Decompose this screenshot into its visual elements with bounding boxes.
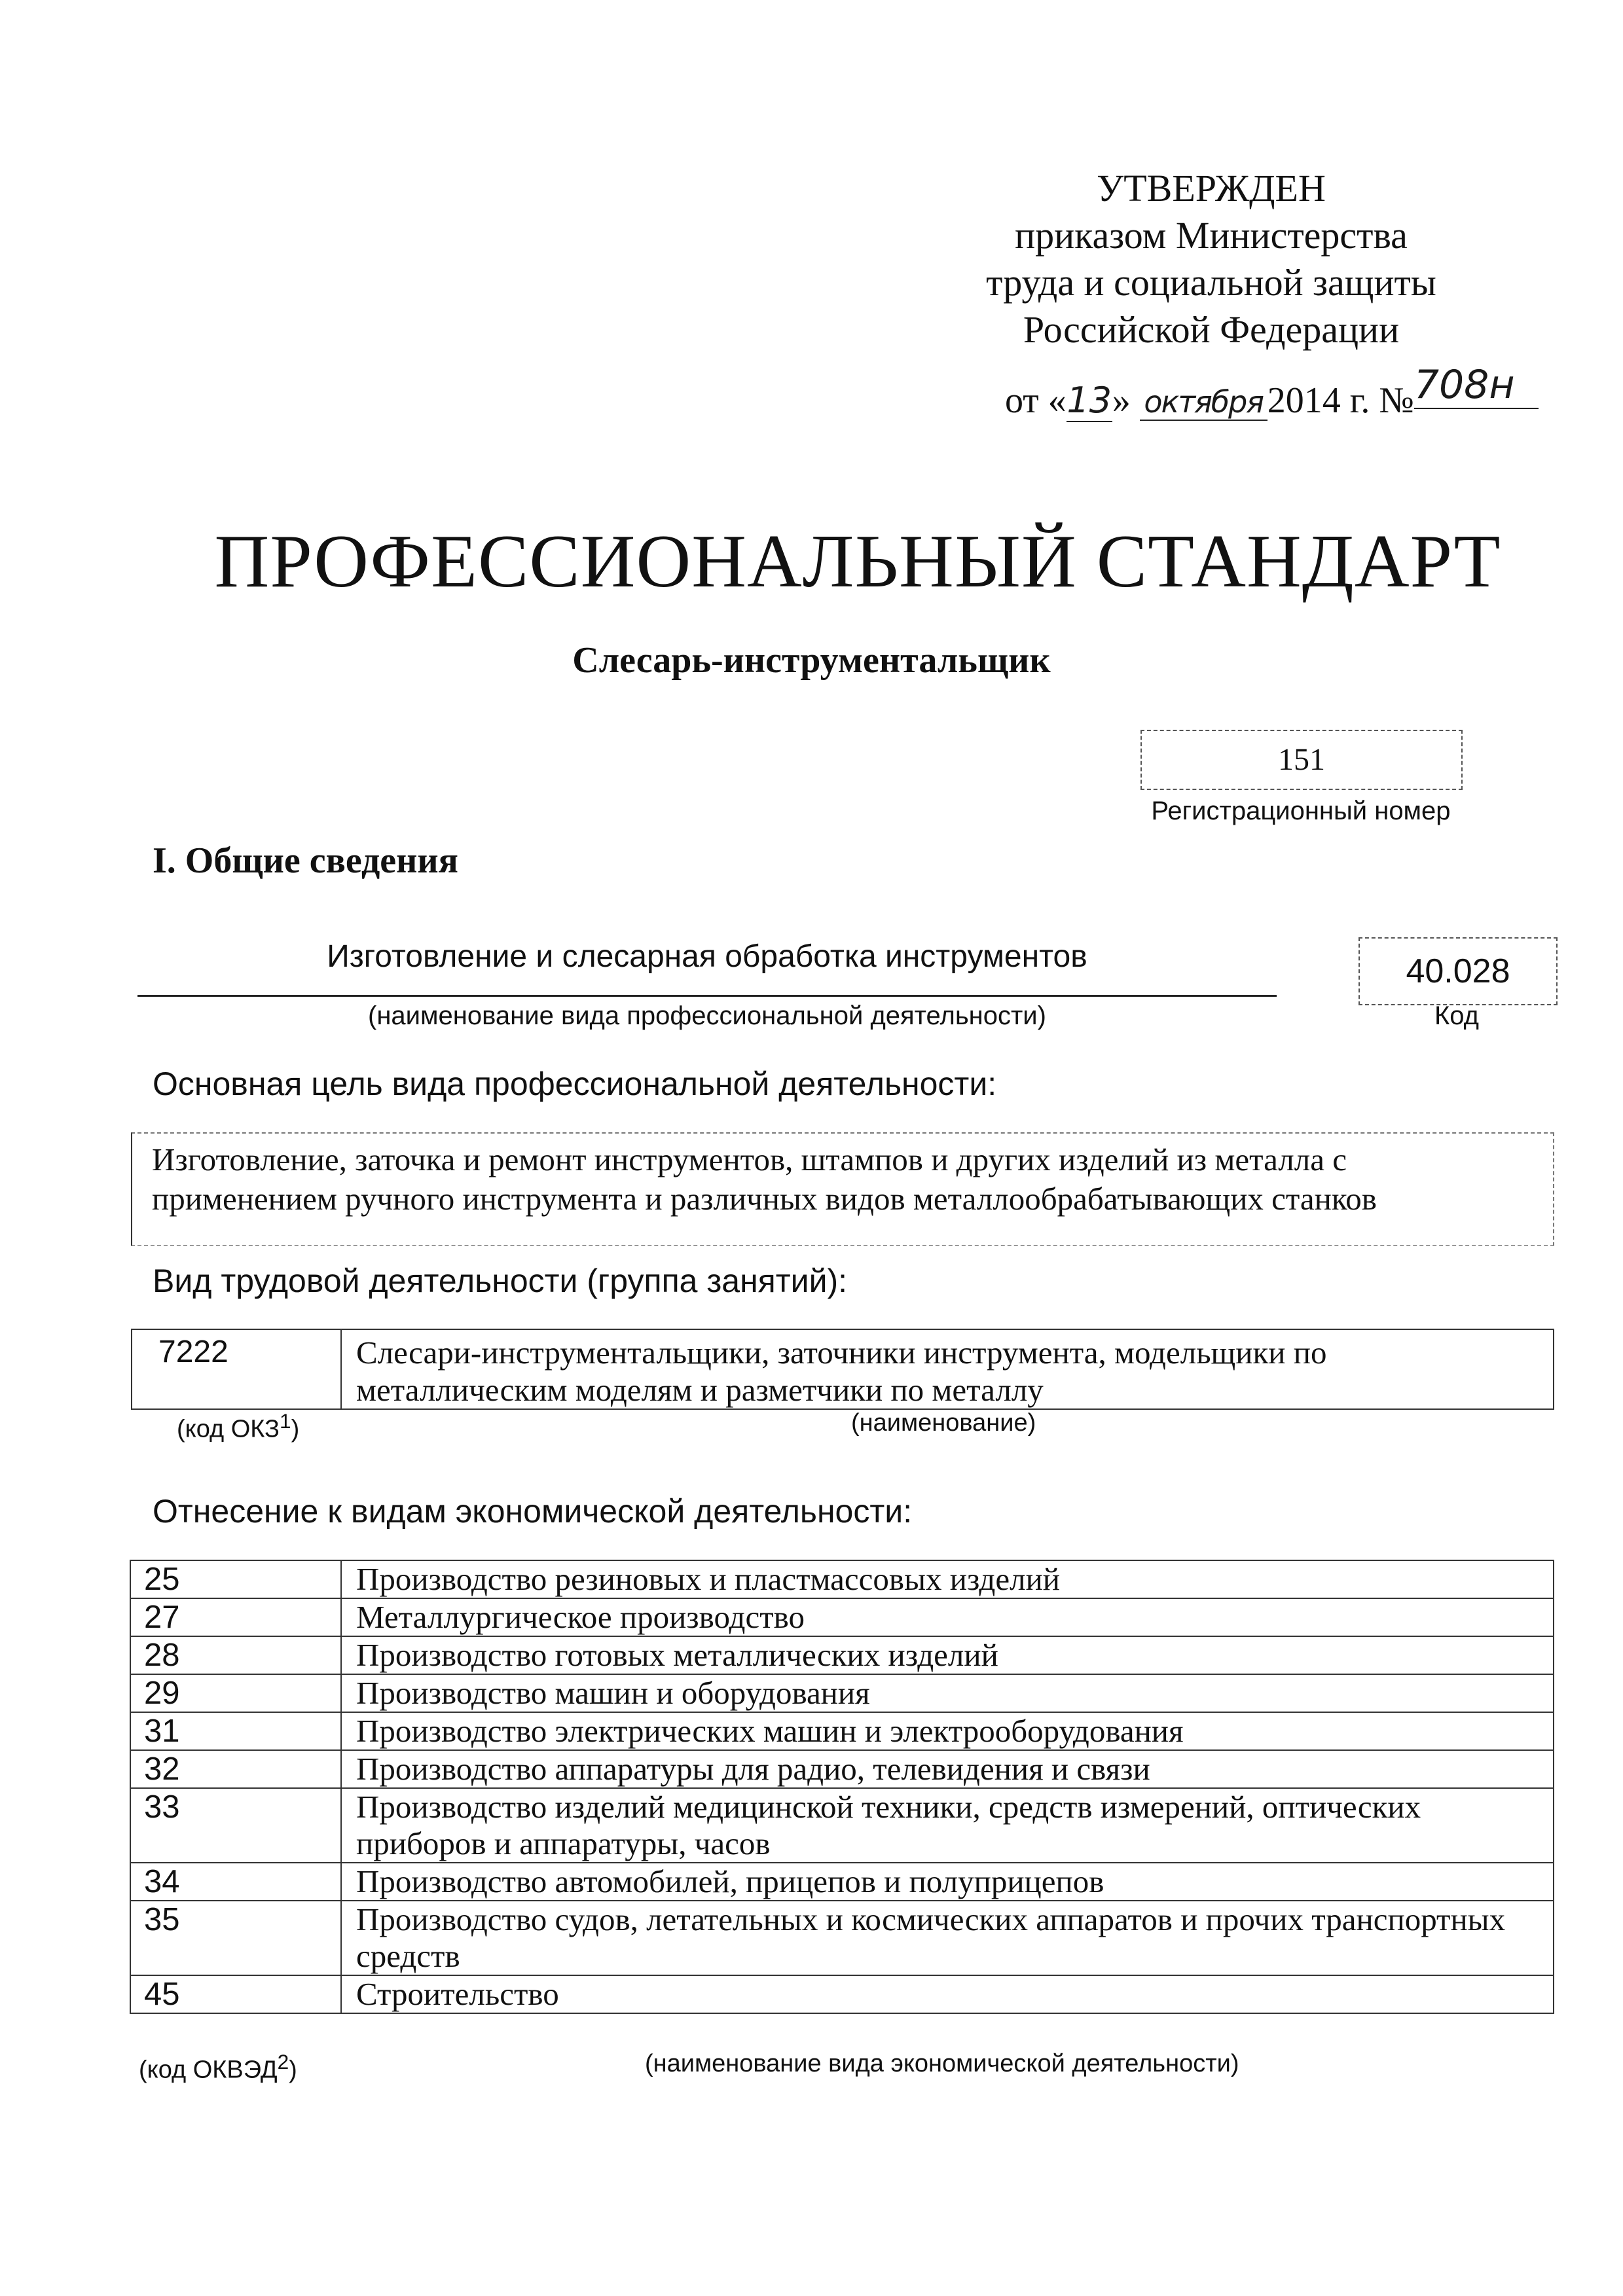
approval-block: [917, 165, 1506, 353]
section-heading: I. Общие сведения: [153, 840, 458, 881]
footnote-ref: 1: [279, 1409, 291, 1433]
approval-line: труда и социальной защиты: [986, 261, 1436, 304]
activity-name: Изготовление и слесарная обработка инструментов: [327, 939, 1087, 974]
handwritten-order-number: 708н: [1414, 362, 1539, 409]
table-row: [130, 1712, 1554, 1750]
okved-caption-end: ): [289, 2056, 297, 2084]
document-title: ПРОФЕССИОНАЛЬНЫЙ СТАНДАРТ: [214, 520, 1501, 603]
table-row: [130, 1750, 1554, 1788]
registration-number-label: Регистрационный номер: [1151, 797, 1451, 825]
okved-code: 31: [130, 1712, 341, 1750]
okved-name: Производство резиновых и пластмассовых изделий: [341, 1560, 1554, 1598]
okved-name: Производство изделий медицинской техники, средств измерений, оптических приборов и аппаратуры, часов: [341, 1788, 1554, 1863]
table-row: [130, 1674, 1554, 1712]
footnote-ref: 2: [277, 2050, 289, 2073]
okved-code: 28: [130, 1636, 341, 1674]
occupation-name-line: Слесари-инструментальщики, заточники инструмента, модельщики по: [356, 1335, 1327, 1371]
activity-code-label: Код: [1434, 1001, 1479, 1030]
date-quote: »: [1112, 380, 1131, 421]
occupation-group-box: [131, 1329, 1554, 1410]
approval-line: УТВЕРЖДЕН: [1097, 167, 1326, 209]
okved-code: 45: [130, 1975, 341, 2013]
goal-label: Основная цель вида профессиональной деятельности:: [153, 1066, 997, 1102]
okved-code: 25: [130, 1560, 341, 1598]
table-row: [130, 1636, 1554, 1674]
okved-name: Производство аппаратуры для радио, телевидения и связи: [341, 1750, 1554, 1788]
occupation-group-name: [356, 1334, 1327, 1408]
okved-name: Металлургическое производство: [341, 1598, 1554, 1636]
okved-name: Производство машин и оборудования: [341, 1674, 1554, 1712]
okved-code: 34: [130, 1863, 341, 1901]
date-prefix: от «: [1005, 380, 1067, 421]
okved-code-caption: [139, 2050, 297, 2085]
goal-line: применением ручного инструмента и различных видов металлообрабатывающих станков: [152, 1181, 1377, 1217]
okved-name: Производство готовых металлических изделий: [341, 1636, 1554, 1674]
profession-name: Слесарь-инструментальщик: [572, 640, 1051, 681]
activity-caption: (наименование вида профессиональной деятельности): [368, 1001, 1046, 1030]
handwritten-month: октября: [1140, 384, 1267, 421]
okved-name: Производство автомобилей, прицепов и полуприцепов: [341, 1863, 1554, 1901]
occupation-name-caption: (наименование): [851, 1409, 1036, 1437]
okved-code: 35: [130, 1901, 341, 1975]
table-row: [130, 1788, 1554, 1863]
activity-code-box: 40.028: [1359, 937, 1558, 1005]
order-year: 2014 г. №: [1267, 380, 1414, 421]
goal-box: [131, 1132, 1554, 1246]
okved-name-caption: (наименование вида экономической деятельности): [645, 2050, 1239, 2077]
goal-text: [152, 1140, 1377, 1219]
handwritten-day: 13: [1067, 380, 1112, 421]
okved-code: 29: [130, 1674, 341, 1712]
order-date-line: [1005, 362, 1539, 423]
okz-code: 7222: [158, 1335, 228, 1369]
okz-caption-end: ): [291, 1415, 300, 1443]
economic-activities-table: [130, 1560, 1554, 2014]
activity-underline: [137, 995, 1277, 997]
okved-name: Производство электрических машин и электрооборудования: [341, 1712, 1554, 1750]
okved-code: 32: [130, 1750, 341, 1788]
column-divider: [340, 1330, 342, 1408]
occupation-name-line: металлическим моделям и разметчики по металлу: [356, 1372, 1044, 1408]
table-row: [130, 1863, 1554, 1901]
okz-code-caption: [177, 1409, 299, 1444]
table-row: [130, 1560, 1554, 1598]
goal-line: Изготовление, заточка и ремонт инструментов, штампов и других изделий из металла с: [152, 1141, 1347, 1177]
economic-activities-label: Отнесение к видам экономической деятельности:: [153, 1493, 913, 1530]
occupation-group-label: Вид трудовой деятельности (группа занятий):: [153, 1263, 848, 1299]
registration-number-box: 151: [1140, 730, 1463, 790]
approval-line: Российской Федерации: [1023, 308, 1400, 351]
table-row: [130, 1975, 1554, 2013]
okved-name: Производство судов, летательных и космических аппаратов и прочих транспортных средств: [341, 1901, 1554, 1975]
okved-code: 27: [130, 1598, 341, 1636]
okved-code: 33: [130, 1788, 341, 1863]
approval-line: приказом Министерства: [1015, 214, 1408, 257]
okved-caption-text: (код ОКВЭД: [139, 2056, 278, 2084]
table-row: [130, 1901, 1554, 1975]
okz-caption-text: (код ОКЗ: [177, 1415, 280, 1443]
table-row: [130, 1598, 1554, 1636]
okved-name: Строительство: [341, 1975, 1554, 2013]
